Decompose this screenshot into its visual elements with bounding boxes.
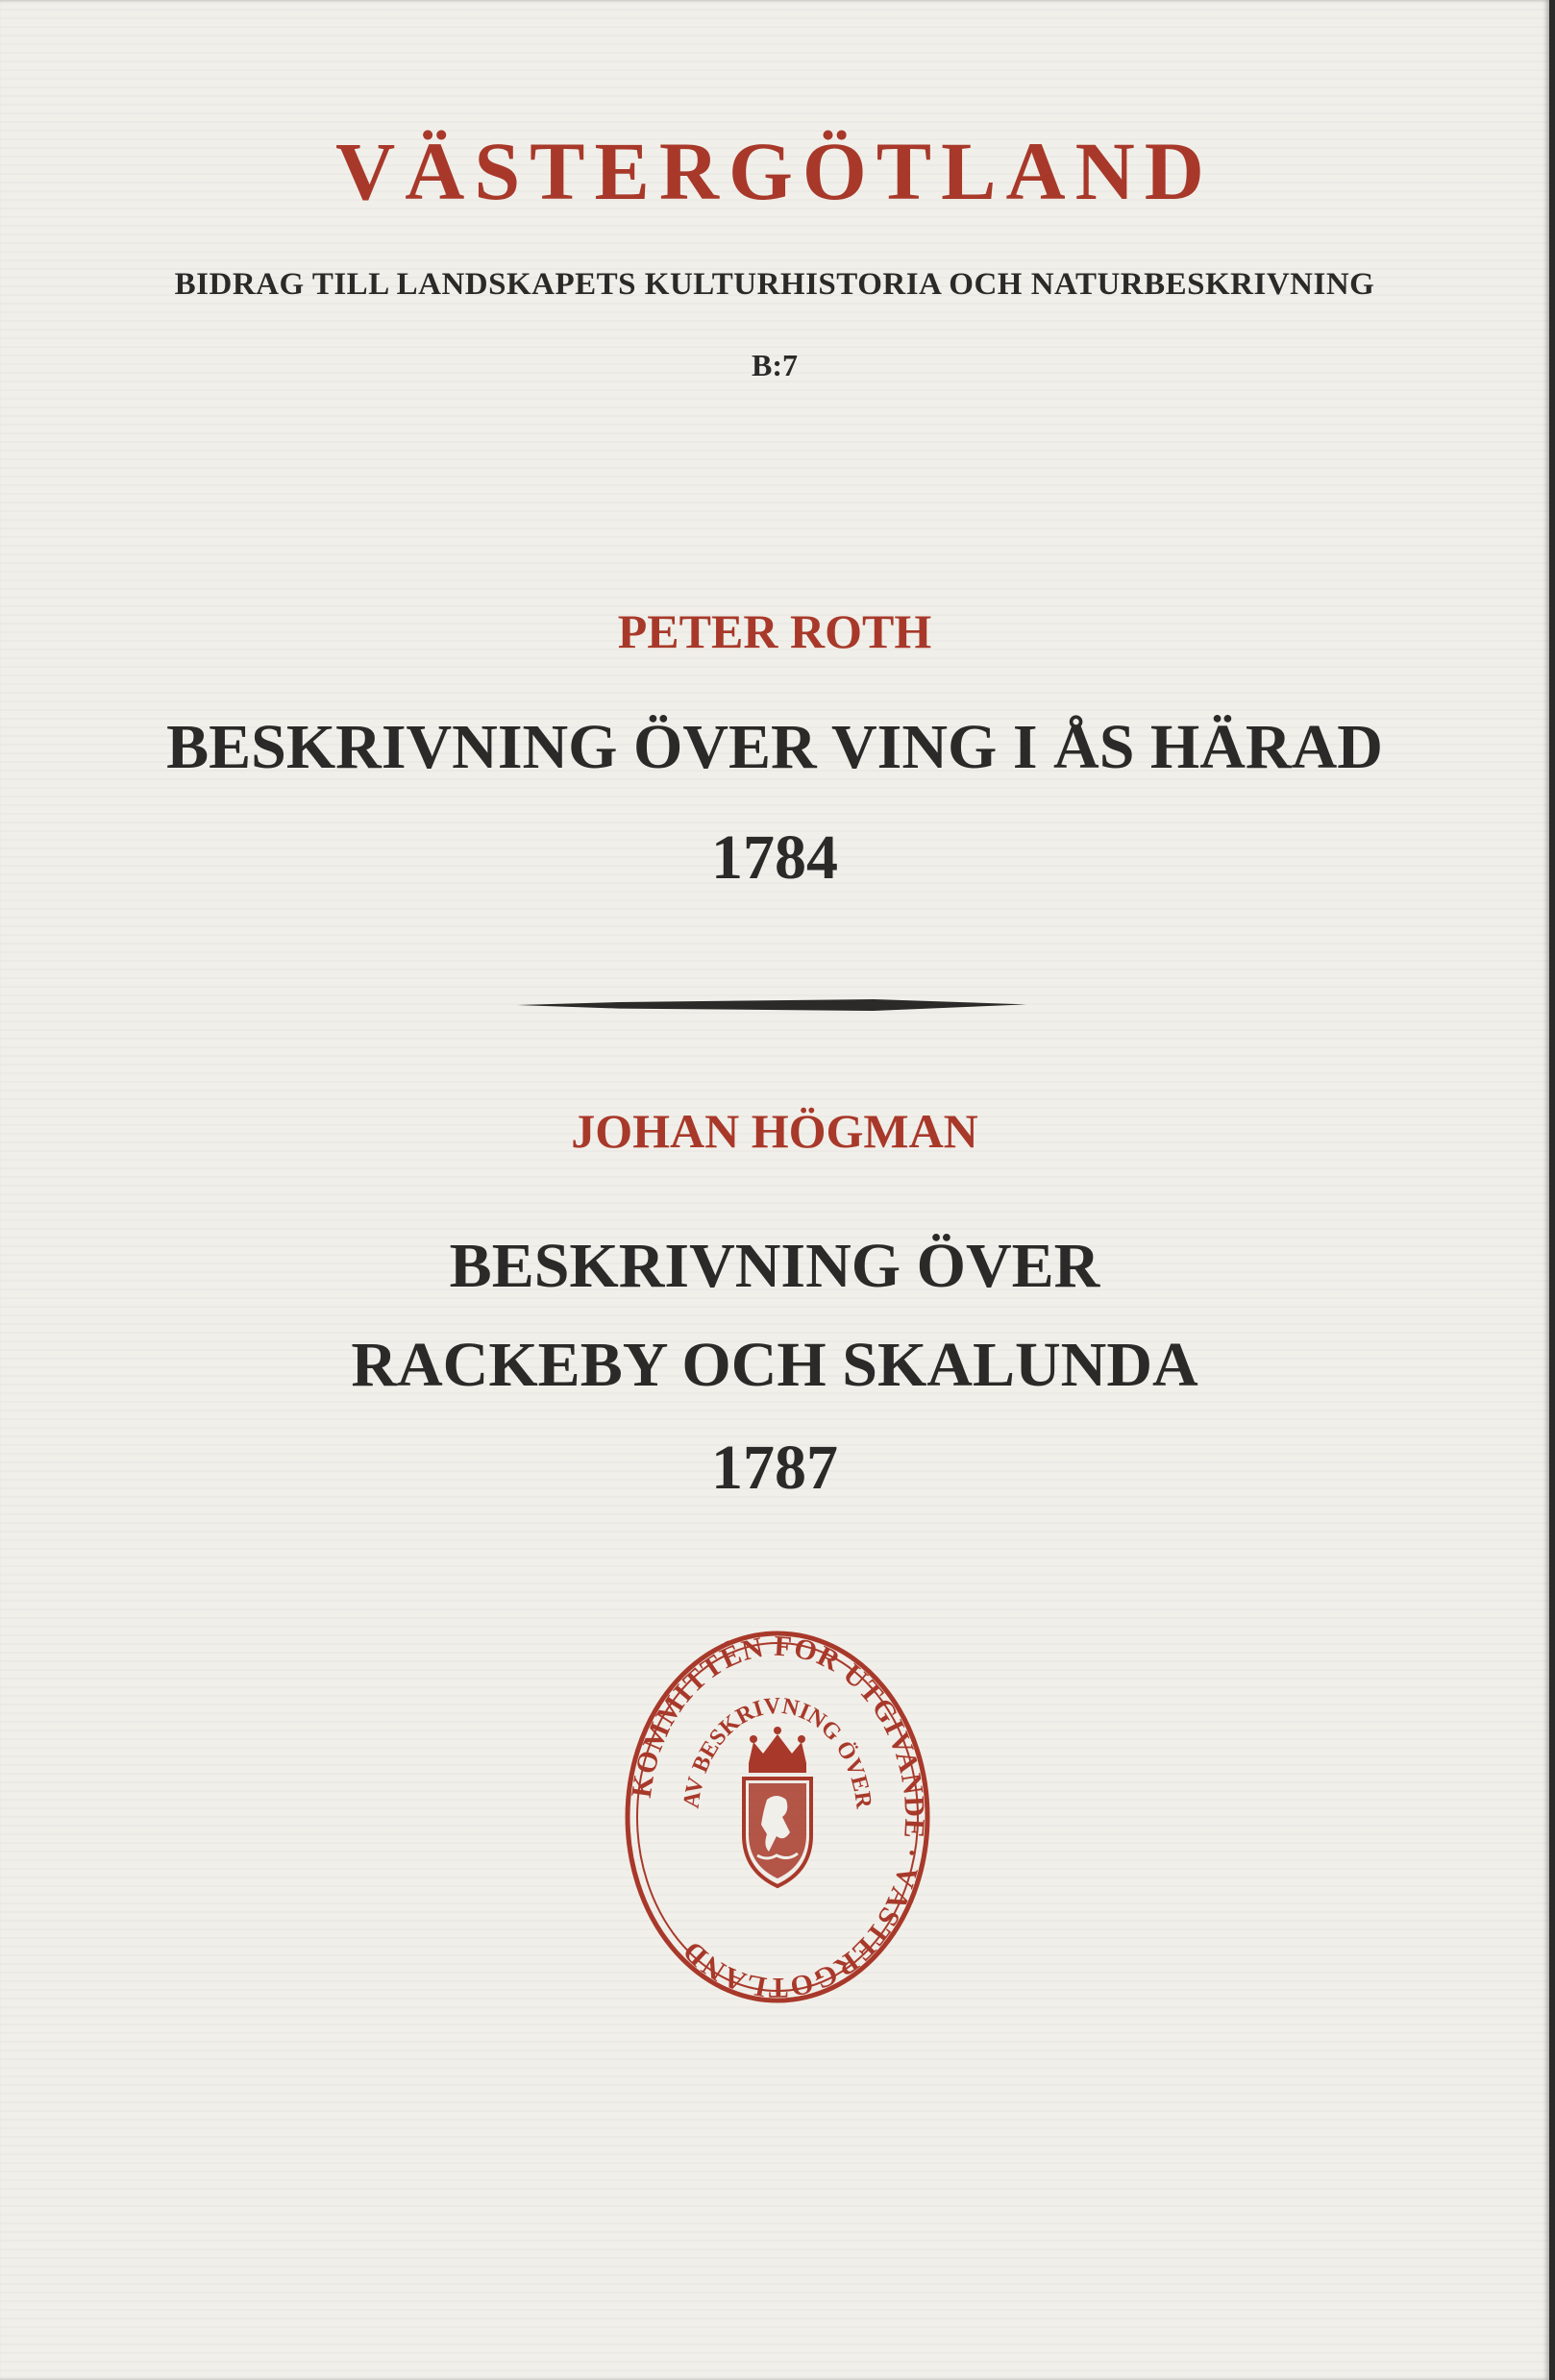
publisher-seal-icon: [623, 1629, 932, 2005]
series-number: B:7: [752, 348, 798, 382]
author-johan-hogman: JOHAN HÖGMAN: [571, 1104, 978, 1158]
series-subtitle: BIDRAG TILL LANDSKAPETS KULTURHISTORIA OCH NATURBESKRIVNING: [174, 267, 1375, 302]
work2-title-line2: RACKEBY OCH SKALUNDA: [351, 1330, 1198, 1400]
work2-title-line1: BESKRIVNING ÖVER: [449, 1231, 1100, 1301]
svg-text:AV BESKRIVNING ÖVER: AV BESKRIVNING ÖVER: [679, 1693, 876, 1810]
series-title: VÄSTERGÖTLAND: [335, 125, 1214, 217]
work1-year: 1784: [711, 822, 838, 893]
divider-rule: [517, 999, 1026, 1011]
work2-year: 1787: [711, 1433, 838, 1503]
author-peter-roth: PETER ROTH: [617, 604, 932, 658]
work1-title: BESKRIVNING ÖVER VING I ÅS HÄRAD: [166, 712, 1383, 782]
svg-text:KOMMITTÉN FÖR UTGIVANDE · VÄST: KOMMITTÉN FÖR UTGIVANDE · VÄSTERGÖTLAND: [625, 1630, 931, 2004]
